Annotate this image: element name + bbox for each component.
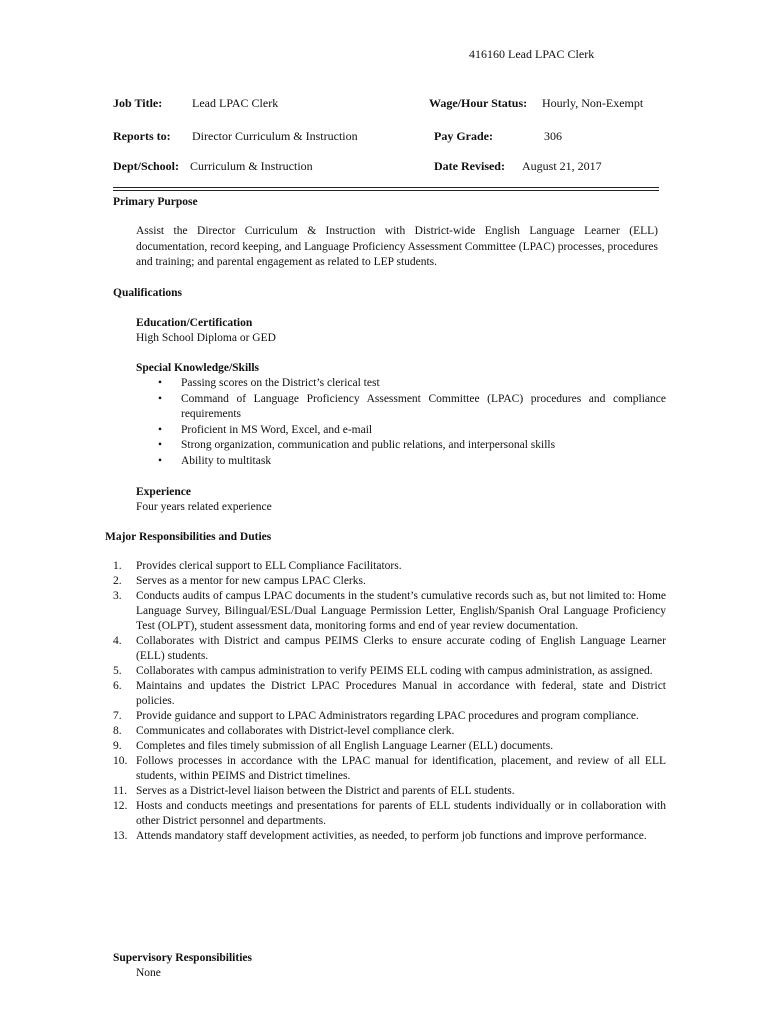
duty-item: 3. Conducts audits of campus LPAC documents in the student’s cumulative records such as, but not limited to: Home Language Survey, Bilingual/ESL/Dual Language Permission Letter, English/Spanish Oral Language Proficiency Test (OLPT), student assessment data, monitoring forms and end of year review documentation.: [113, 590, 666, 632]
reports-to-label: Reports to:: [113, 129, 171, 143]
skills-heading: Special Knowledge/Skills: [136, 362, 260, 374]
job-title-value: Lead LPAC Clerk: [192, 96, 279, 110]
duty-item: 6. Maintains and updates the District LPAC Procedures Manual in accordance with federal, state and District policies.: [113, 680, 666, 707]
job-title-label: Job Title:: [113, 96, 163, 110]
header-divider-bottom: [113, 190, 659, 191]
responsibilities-heading: Major Responsibilities and Duties: [105, 531, 272, 543]
dept-school-label: Dept/School:: [113, 159, 179, 173]
date-revised-value: August 21, 2017: [522, 159, 602, 173]
skill-item: • Ability to multitask: [158, 454, 666, 470]
skill-item: • Passing scores on the District’s clerical test: [158, 376, 666, 392]
duty-item: 7. Provide guidance and support to LPAC Administrators regarding LPAC procedures and program compliance.: [113, 710, 639, 722]
education-text: High School Diploma or GED: [136, 332, 276, 344]
duty-item: 2. Serves as a mentor for new campus LPAC Clerks.: [113, 575, 366, 587]
duty-item: 1. Provides clerical support to ELL Compliance Facilitators.: [113, 560, 402, 572]
duty-item: 12. Hosts and conducts meetings and presentations for parents of ELL students individually or in collaboration with other District personnel and departments.: [113, 800, 666, 827]
experience-text: Four years related experience: [136, 501, 272, 513]
experience-heading: Experience: [136, 486, 191, 498]
bullet-icon: •: [158, 423, 163, 436]
responsibilities-list: [113, 559, 666, 844]
bullet-icon: •: [158, 439, 163, 451]
bullet-icon: •: [158, 392, 163, 405]
duty-item: 11. Serves as a District-level liaison between the District and parents of ELL students.: [113, 785, 515, 797]
header-divider-top: [113, 187, 659, 188]
primary-purpose-text: Assist the Director Curriculum & Instruction with District-wide English Language Learner (ELL) documentation, record keeping, and Language Proficiency Assessment Committee (LPAC) processes, procedures and training; and parental engagement as related to LEP students.: [136, 225, 658, 268]
skills-list: [158, 376, 666, 469]
skill-item: • Strong organization, communication and public relations, and interpersonal skills: [158, 438, 666, 454]
supervisory-text: None: [136, 967, 161, 979]
duty-item: 8. Communicates and collaborates with District-level compliance clerk.: [113, 725, 455, 737]
duty-item: 9. Completes and files timely submission of all English Language Learner (ELL) documents.: [113, 740, 554, 752]
education-heading: Education/Certification: [136, 317, 253, 329]
bullet-icon: •: [158, 454, 163, 467]
dept-school-value: Curriculum & Instruction: [190, 159, 313, 173]
supervisory-heading: Supervisory Responsibilities: [113, 952, 252, 964]
document-code: 416160 Lead LPAC Clerk: [469, 47, 595, 61]
primary-purpose-heading: Primary Purpose: [113, 196, 198, 208]
duty-item: 4. Collaborates with District and campus PEIMS Clerks to ensure accurate coding of English Language Learner (ELL) students.: [113, 635, 666, 662]
pay-grade-value: 306: [544, 129, 562, 143]
wage-status-label: Wage/Hour Status:: [429, 96, 528, 110]
reports-to-value: Director Curriculum & Instruction: [192, 129, 358, 143]
date-revised-label: Date Revised:: [434, 159, 505, 173]
skill-item: • Proficient in MS Word, Excel, and e-mail: [158, 423, 666, 439]
qualifications-heading: Qualifications: [113, 287, 183, 299]
bullet-icon: •: [158, 377, 163, 389]
duty-item: 5. Collaborates with campus administration to verify PEIMS ELL coding with campus administration, as assigned.: [113, 665, 653, 677]
wage-status-value: Hourly, Non-Exempt: [542, 96, 644, 110]
duty-item: 10. Follows processes in accordance with the LPAC manual for identification, placement, and review of all ELL students, within PEIMS and District timelines.: [113, 755, 666, 782]
skill-item: • Command of Language Proficiency Assessment Committee (LPAC) procedures and compliance requirements: [158, 392, 666, 420]
duty-item: 13. Attends mandatory staff development activities, as needed, to perform job functions and improve performance.: [113, 830, 647, 842]
pay-grade-label: Pay Grade:: [434, 129, 493, 143]
